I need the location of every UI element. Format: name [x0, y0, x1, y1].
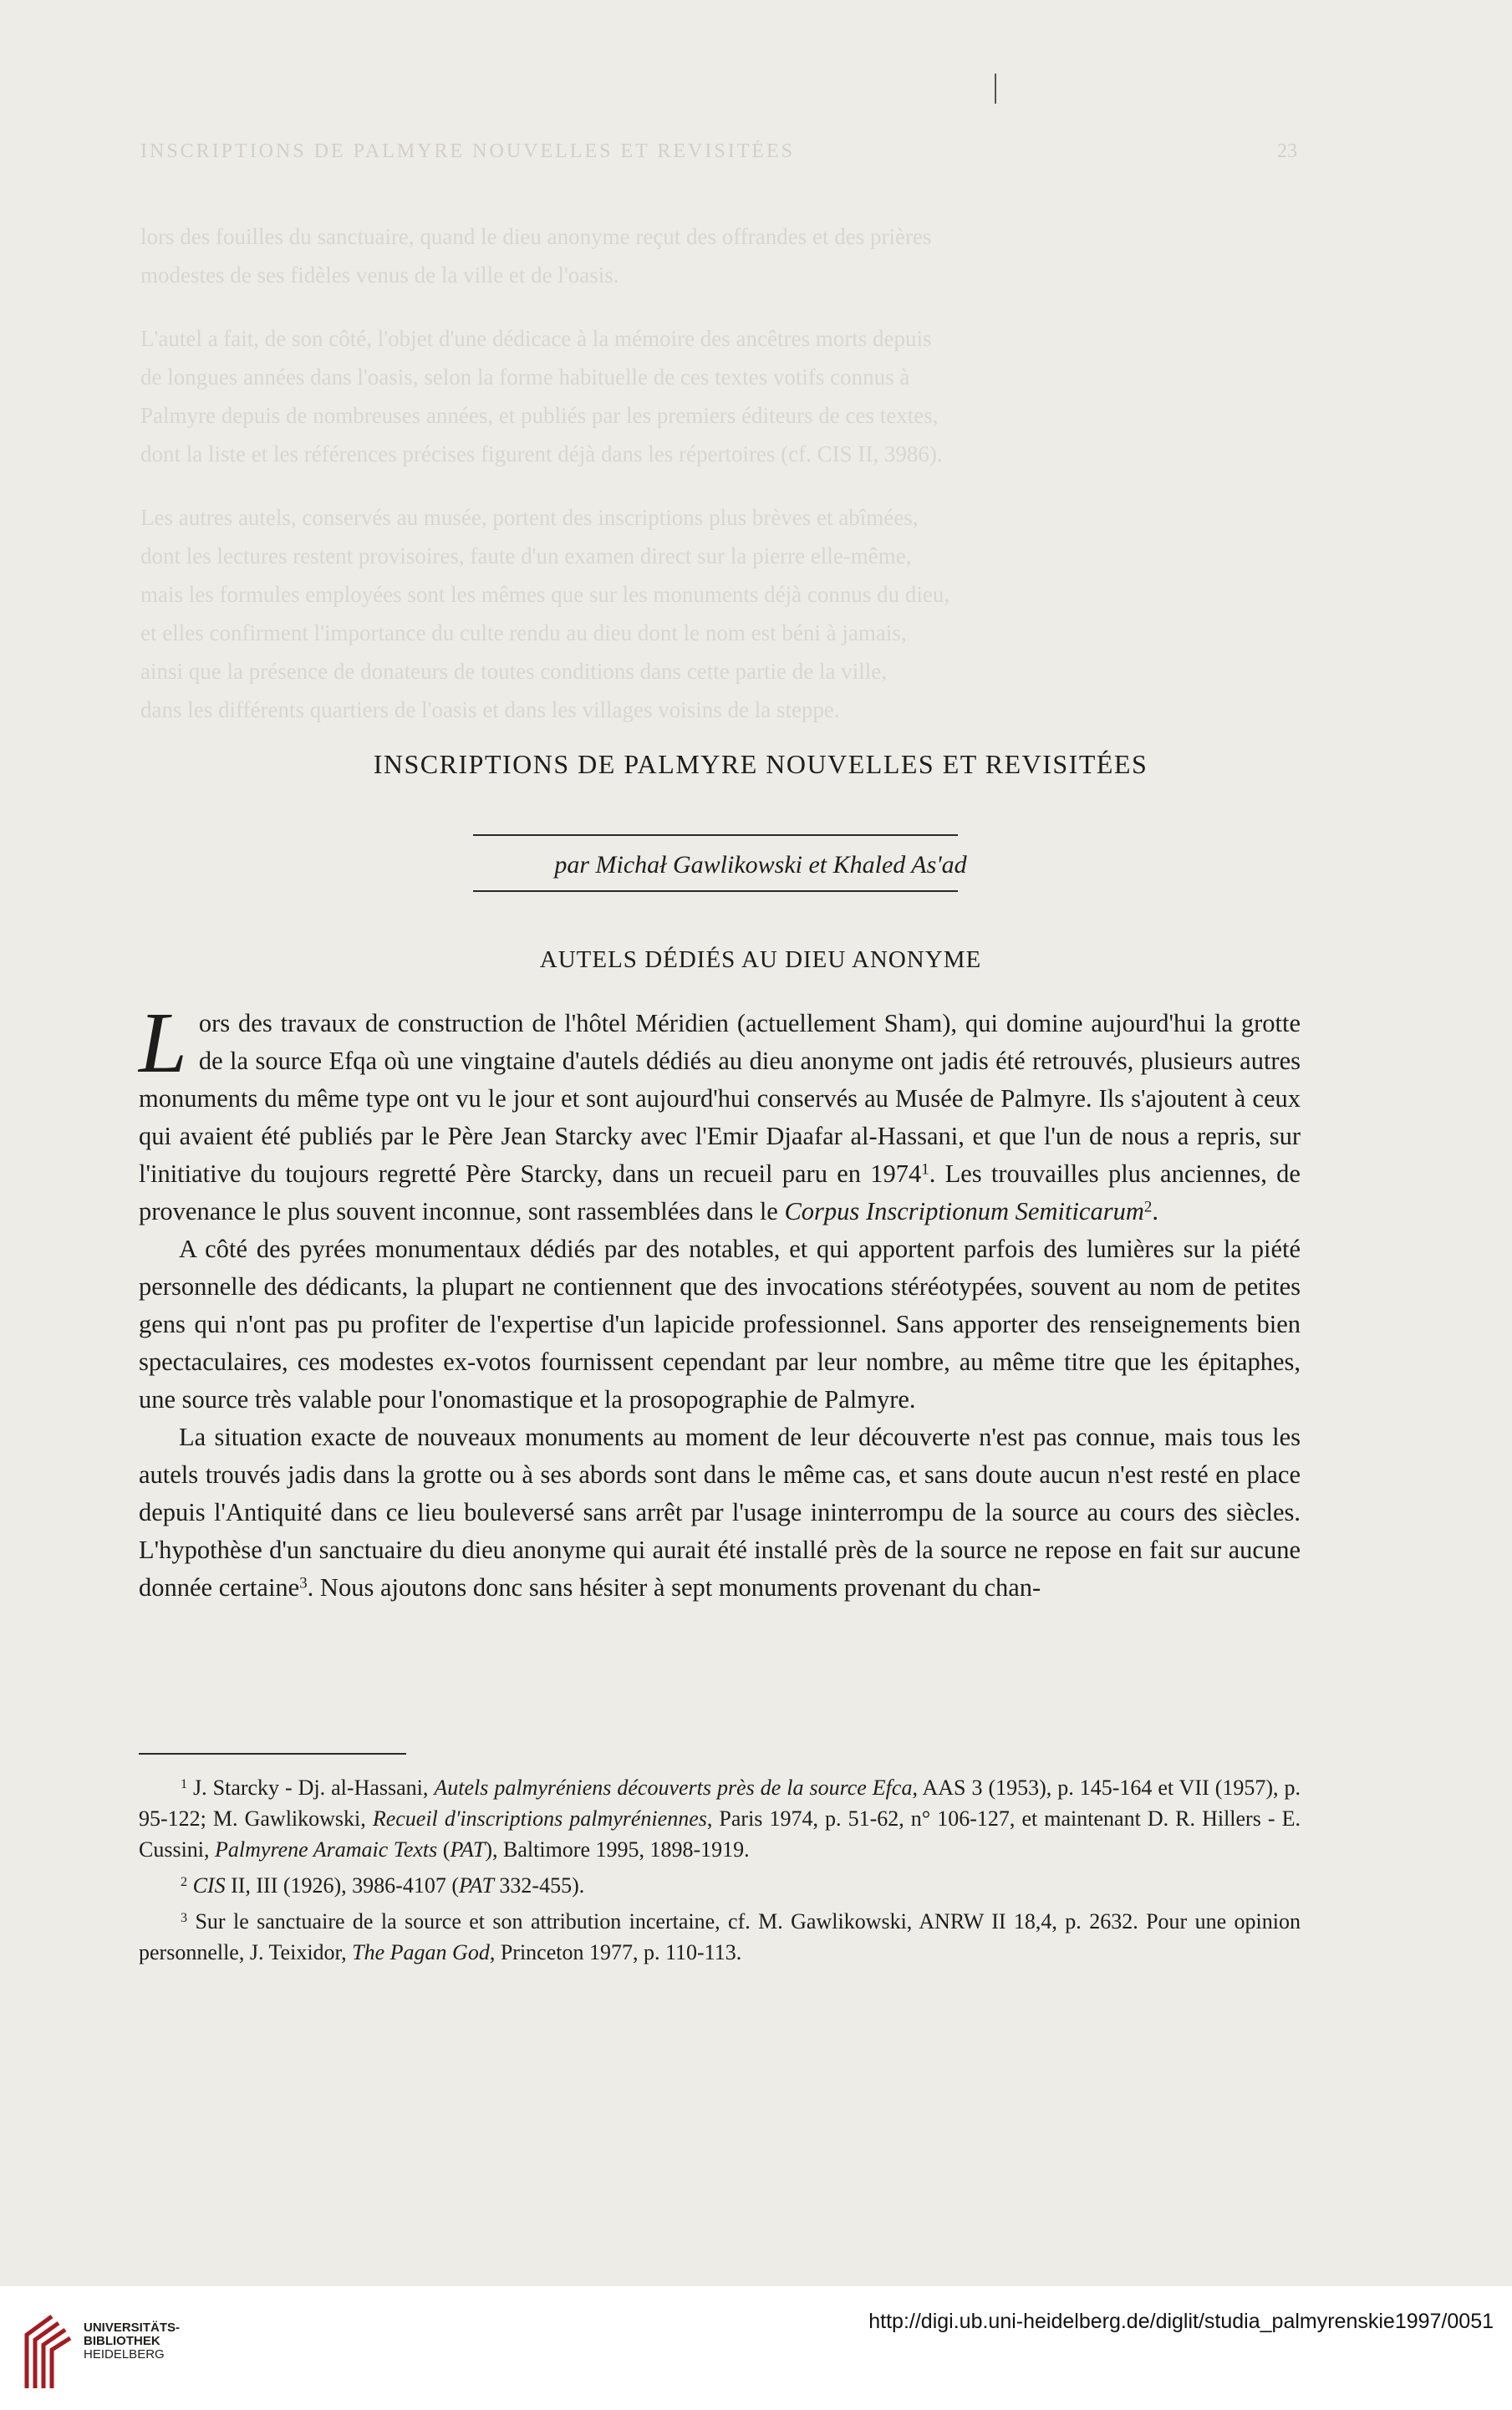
footnote-1-abbrev: PAT [450, 1837, 486, 1862]
show-through-line: modestes de ses fidèles venus de la ville et de l'oasis. [140, 262, 619, 288]
paragraph-1-text-b: . Les trouvailles plus anciennes, de provenance le plus souvent inconnue, sont rassemblées dans le [139, 1159, 1301, 1225]
footnote-1-text: ), Baltimore 1995, 1898-1919. [485, 1837, 750, 1862]
footnote-1-text: , Paris 1974, p. 51-62, n° 106-127, et maintenant D. R. Hillers - E. Cussini, [139, 1806, 1301, 1862]
show-through-line: mais les formules employées sont les mêmes que sur les monuments déjà connus du dieu, [140, 582, 950, 607]
permalink-url[interactable]: http://digi.ub.uni-heidelberg.de/diglit/studia_palmyrenskie1997/0051 [868, 2310, 1494, 2333]
drop-cap: L [139, 995, 187, 1091]
digitization-footer [0, 2286, 1512, 2410]
show-through-line: dont les lectures restent provisoires, faute d'un examen direct sur la pierre elle-même, [140, 543, 912, 568]
paragraph-3-text-a: La situation exacte de nouveaux monuments au moment de leur découverte n'est pas connue, mais tous les autels trouvés jadis dans la grotte ou à ses abords sont dans le même cas, et sans doute aucun n'est resté en place depuis l'Antiquité dans ce lieu bouleversé sans arrêt par l'usage ininterrompu de la source au cours des siècles. L'hypothèse d'un sanctuaire du dieu anonyme qui aurait été installé près de la source ne repose en fait sur aucune donnée certaine [139, 1423, 1301, 1602]
show-through-text-upper [140, 217, 1302, 729]
show-through-line: L'autel a fait, de son côté, l'objet d'une dédicace à la mémoire des ancêtres morts depuis [140, 326, 932, 351]
footnote-1-number: 1 [181, 1776, 188, 1791]
heidelberg-library-logo-icon [18, 2310, 72, 2390]
footnotes [139, 1772, 1301, 1973]
show-through-line: de longues années dans l'oasis, selon la forme habituelle de ces textes votifs connus à [140, 364, 910, 390]
library-line: UNIVERSITÄTS- [84, 2321, 181, 2335]
footnote-ref-1[interactable]: 1 [921, 1160, 929, 1179]
show-through-line: dans les différents quartiers de l'oasis et dans les villages voisins de la steppe. [140, 697, 840, 722]
footnote-2-number: 2 [181, 1874, 188, 1889]
paragraph-3-text-b: . Nous ajoutons donc sans hésiter à sept monuments provenant du chan- [307, 1573, 1041, 1602]
footnote-3-text: , Princeton 1977, p. 110-113. [489, 1940, 742, 1964]
show-through-line: lors des fouilles du sanctuaire, quand le dieu anonyme reçut des offrandes et des prières [140, 224, 932, 249]
byline-rule-top [473, 834, 958, 836]
paragraph-2: A côté des pyrées monumentaux dédiés par des notables, et qui apportent parfois des lumières sur la piété personnelle des dédicants, la plupart ne contiennent que des invocations stéréotypées, souvent au nom de petites gens qui n'ont pas pu profiter de l'expertise d'un lapicide professionnel. Sans apporter des renseignements bien spectaculaires, ces modestes ex-votos fournissent cependant par leur nombre, au même titre que les épitaphes, une source très valable pour l'onomastique et la prosopographie de Palmyre. [139, 1235, 1301, 1414]
show-through-line: et elles confirment l'importance du culte rendu au dieu dont le nom est béni à jamais, [140, 620, 907, 645]
footnote-2-abbrev-pat: PAT [459, 1873, 494, 1898]
footnote-1-title-3: Palmyrene Aramaic Texts [215, 1837, 438, 1862]
paragraph-1-text-c: . [1152, 1197, 1158, 1225]
footnote-ref-3[interactable]: 3 [299, 1574, 308, 1592]
library-name [84, 2321, 180, 2362]
show-through-header: INSCRIPTIONS DE PALMYRE NOUVELLES ET REVISITÉES [140, 140, 796, 162]
footnote-rule [139, 1753, 406, 1755]
article-byline: par Michał Gawlikowski et Khaled As'ad [554, 851, 967, 879]
paragraph-1 [139, 995, 1301, 1607]
footnote-3-number: 3 [181, 1910, 188, 1925]
footnote-1-title-1: Autels palmyréniens découverts près de la source Efca [434, 1776, 913, 1800]
footnote-3-title: The Pagan God [352, 1940, 490, 1964]
footnote-1-text: ( [437, 1837, 451, 1862]
footnote-1-title-2: Recueil d'inscriptions palmyréniennes [372, 1806, 707, 1831]
footnote-ref-2[interactable]: 2 [1143, 1198, 1153, 1216]
library-line: HEIDELBERG [84, 2347, 165, 2362]
footnote-1-text: J. Starcky - Dj. al-Hassani, [187, 1776, 435, 1800]
corpus-title: Corpus Inscriptionum Semiticarum [784, 1197, 1144, 1225]
library-line: BIBLIOTHEK [84, 2334, 160, 2348]
byline-rule-bottom [473, 890, 958, 892]
show-through-page-number: 23 [1277, 140, 1297, 162]
paragraph-3 [139, 1419, 1301, 1607]
paragraph-1-text-a: ors des travaux de construction de l'hôtel Méridien (actuellement Sham), qui domine aujourd'hui la grotte de la source Efqa où une vingtaine d'autels dédiés au dieu anonyme ont jadis été retrouvés, plusieurs autres monuments du même type ont vu le jour et sont aujourd'hui conservés au Musée de Palmyre. Ils s'ajoutent à ceux qui avaient été publiés par le Père Jean Starcky avec l'Emir Djaafar al-Hassani, et que l'un de nous a repris, sur l'initiative du toujours regretté Père Starcky, dans un recueil paru en 1974 [139, 1009, 1301, 1188]
footnote-1 [139, 1772, 1301, 1865]
footnote-2-text: II, III (1926), 3986-4107 ( [225, 1873, 459, 1898]
footnote-3 [139, 1906, 1301, 1968]
show-through-line: dont la liste et les références précises figurent déjà dans les répertoires (cf. CIS II, 3986). [140, 441, 943, 466]
show-through-line: Palmyre depuis de nombreuses années, et publiés par les premiers éditeurs de ces textes, [140, 403, 939, 428]
footnote-2-text: 332-455). [493, 1873, 585, 1898]
footnote-3-text: Sur le sanctuaire de la source et son attribution incertaine, cf. M. Gawlikowski, ANRW II 18,4, p. 2632. Pour une opinion personnelle, J. Teixidor, [139, 1909, 1301, 1964]
footnote-2 [139, 1870, 1301, 1901]
article-title: INSCRIPTIONS DE PALMYRE NOUVELLES ET REVISITÉES [373, 749, 1148, 779]
show-through-line: ainsi que la présence de donateurs de toutes conditions dans cette partie de la ville, [140, 659, 887, 684]
show-through-line: Les autres autels, conservés au musée, portent des inscriptions plus brèves et abîmées, [140, 505, 919, 530]
footnote-2-abbrev-cis: CIS [187, 1873, 226, 1898]
footnote-1-text: , AAS 3 (1953), p. 145-164 et VII (1957), p. 95-122; M. Gawlikowski, [139, 1776, 1301, 1831]
margin-mark [995, 74, 996, 104]
section-title: AUTELS DÉDIÉS AU DIEU ANONYME [539, 946, 982, 973]
